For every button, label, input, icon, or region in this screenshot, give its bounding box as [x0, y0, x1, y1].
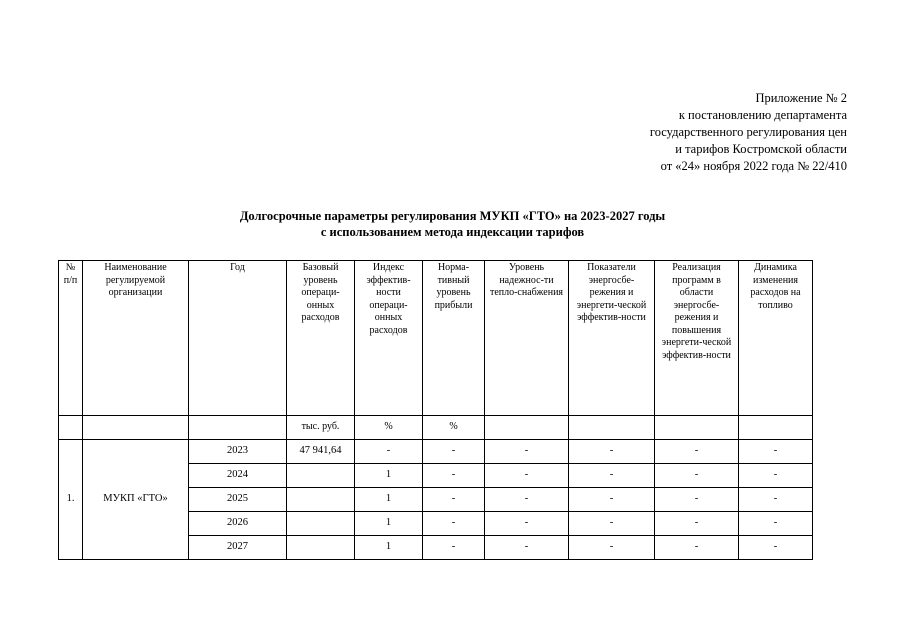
cell-year: 2025: [189, 488, 287, 512]
cell-index: 1: [355, 536, 423, 560]
appendix-number: Приложение № 2: [755, 91, 847, 105]
cell-reliability: -: [485, 464, 569, 488]
cell-fuel: -: [739, 512, 813, 536]
cell-profit: -: [423, 464, 485, 488]
units-fuel: [739, 416, 813, 440]
table-row: [59, 440, 813, 464]
cell-index: -: [355, 440, 423, 464]
document-title: [0, 208, 905, 240]
header-num: № п/п: [59, 261, 83, 416]
appendix-date-number: от «24» ноября 2022 года № 22/410: [660, 159, 847, 173]
header-profit-level: Норма-тивный уровень прибыли: [423, 261, 485, 416]
header-year: Год: [189, 261, 287, 416]
units-org: [83, 416, 189, 440]
cell-fuel: -: [739, 440, 813, 464]
row-number: 1.: [59, 440, 83, 560]
cell-base: [287, 536, 355, 560]
appendix-region: и тарифов Костромской области: [675, 142, 847, 156]
units-profit: %: [423, 416, 485, 440]
organization-name: МУКП «ГТО»: [83, 440, 189, 560]
cell-profit: -: [423, 488, 485, 512]
cell-programs: -: [655, 488, 739, 512]
cell-programs: -: [655, 512, 739, 536]
cell-base: [287, 464, 355, 488]
cell-year: 2027: [189, 536, 287, 560]
cell-energy-indicators: -: [569, 536, 655, 560]
units-base: тыс. руб.: [287, 416, 355, 440]
appendix-resolution: к постановлению департамента: [678, 108, 847, 122]
units-reliability: [485, 416, 569, 440]
cell-fuel: -: [739, 488, 813, 512]
header-programs: Реализация программ в области энергосбе-режения и повышения энергети-ческой эффектив-ности: [655, 261, 739, 416]
cell-programs: -: [655, 440, 739, 464]
cell-programs: -: [655, 536, 739, 560]
units-energy-indicators: [569, 416, 655, 440]
units-num: [59, 416, 83, 440]
appendix-department: государственного регулирования цен: [649, 125, 847, 139]
parameters-table: [58, 260, 813, 560]
cell-base: [287, 488, 355, 512]
cell-profit: -: [423, 536, 485, 560]
cell-programs: -: [655, 464, 739, 488]
table-header-row: [59, 261, 813, 416]
cell-reliability: -: [485, 512, 569, 536]
cell-reliability: -: [485, 536, 569, 560]
header-reliability: Уровень надежнос-ти тепло-снабжения: [485, 261, 569, 416]
cell-energy-indicators: -: [569, 512, 655, 536]
cell-fuel: -: [739, 536, 813, 560]
cell-base: 47 941,64: [287, 440, 355, 464]
cell-year: 2024: [189, 464, 287, 488]
units-year: [189, 416, 287, 440]
cell-index: 1: [355, 488, 423, 512]
cell-energy-indicators: -: [569, 464, 655, 488]
appendix-header: [650, 90, 847, 175]
header-energy-indicators: Показатели энергосбе-режения и энергети-ческой эффектив-ности: [569, 261, 655, 416]
table-units-row: [59, 416, 813, 440]
header-org: Наименование регулируемой организации: [83, 261, 189, 416]
header-base-level: Базовый уровень операци-онных расходов: [287, 261, 355, 416]
cell-year: 2026: [189, 512, 287, 536]
header-fuel: Динамика изменения расходов на топливо: [739, 261, 813, 416]
cell-profit: -: [423, 512, 485, 536]
units-programs: [655, 416, 739, 440]
header-efficiency-index: Индекс эффектив-ности операци-онных расходов: [355, 261, 423, 416]
cell-reliability: -: [485, 488, 569, 512]
cell-energy-indicators: -: [569, 440, 655, 464]
title-line-2: с использованием метода индексации тарифов: [320, 225, 585, 239]
cell-energy-indicators: -: [569, 488, 655, 512]
cell-year: 2023: [189, 440, 287, 464]
cell-index: 1: [355, 512, 423, 536]
cell-profit: -: [423, 440, 485, 464]
cell-base: [287, 512, 355, 536]
cell-reliability: -: [485, 440, 569, 464]
cell-index: 1: [355, 464, 423, 488]
cell-fuel: -: [739, 464, 813, 488]
title-line-1: Долгосрочные параметры регулирования МУКП «ГТО» на 2023-2027 годы: [239, 209, 666, 223]
units-index: %: [355, 416, 423, 440]
